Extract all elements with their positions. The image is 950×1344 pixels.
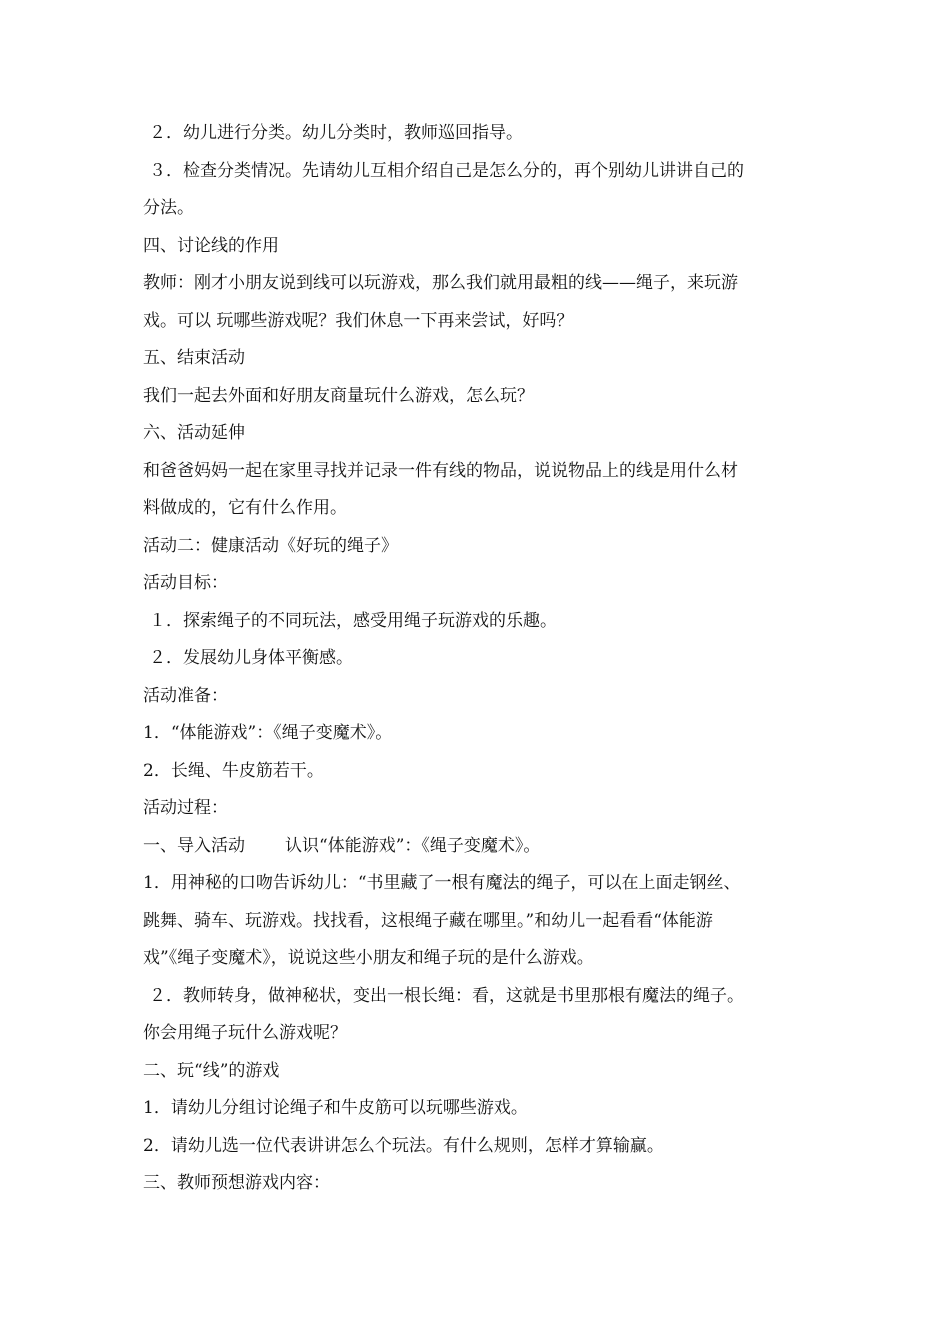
activity-title: 活动二：健康活动《好玩的绳子》 bbox=[143, 535, 398, 556]
preparation-heading: 活动准备： bbox=[143, 685, 228, 706]
section-heading-4: 四、讨论线的作用 bbox=[143, 235, 279, 256]
process-step-1-subtitle: 认识“体能游戏”：《绳子变魔术》。 bbox=[285, 835, 541, 856]
text-line-11: 料做成的，它有什么作用。 bbox=[143, 498, 347, 518]
preparation-item-2: 2．长绳、牛皮筋若干。 bbox=[143, 760, 324, 781]
text-line-6: 戏。可以 玩哪些游戏呢？我们休息一下再来尝试，好吗？ bbox=[143, 310, 574, 331]
process-step-1-heading bbox=[143, 828, 813, 866]
text-line-10: 和爸爸妈妈一起在家里寻找并记录一件有线的物品，说说物品上的线是用什么材 bbox=[143, 460, 738, 481]
text-line-5: 教师：刚才小朋友说到线可以玩游戏，那么我们就用最粗的线——绳子，来玩游 bbox=[143, 273, 738, 293]
text-line-8: 我们一起去外面和好朋友商量玩什么游戏，怎么玩？ bbox=[143, 385, 534, 406]
process-heading: 活动过程： bbox=[143, 798, 228, 818]
section-heading-6: 六、活动延伸 bbox=[143, 423, 245, 443]
text-line-29: 2．请幼儿选一位代表讲讲怎么个玩法。有什么规则，怎样才算输赢。 bbox=[143, 1135, 664, 1156]
goals-heading: 活动目标： bbox=[143, 573, 228, 593]
process-step-3-heading: 三、教师预想游戏内容： bbox=[143, 1173, 330, 1193]
text-line-25: ２．教师转身，做神秘状，变出一根长绳：看，这就是书里那根有魔法的绳子。 bbox=[149, 985, 744, 1006]
text-line-23: 跳舞、骑车、玩游戏。找找看，这根绳子藏在哪里。”和幼儿一起看看“体能游 bbox=[143, 910, 713, 931]
document-page bbox=[143, 115, 813, 1203]
goal-item-2: ２．发展幼儿身体平衡感。 bbox=[149, 648, 353, 668]
text-line-2: ３．检查分类情况。先请幼儿互相介绍自己是怎么分的，再个别幼儿讲讲自己的 bbox=[149, 160, 744, 181]
text-line-3: 分法。 bbox=[143, 198, 194, 218]
text-line-1: ２．幼儿进行分类。幼儿分类时，教师巡回指导。 bbox=[149, 123, 523, 143]
text-line-24: 戏”《绳子变魔术》，说说这些小朋友和绳子玩的是什么游戏。 bbox=[143, 948, 594, 968]
goal-item-1: １．探索绳子的不同玩法，感受用绳子玩游戏的乐趣。 bbox=[149, 610, 557, 631]
text-line-22: 1．用神秘的口吻告诉幼儿：“书里藏了一根有魔法的绳子，可以在上面走钢丝、 bbox=[143, 873, 741, 893]
text-line-28: 1．请幼儿分组讨论绳子和牛皮筋可以玩哪些游戏。 bbox=[143, 1098, 528, 1118]
section-heading-5: 五、结束活动 bbox=[143, 348, 245, 368]
preparation-item-1: 1．“体能游戏”：《绳子变魔术》。 bbox=[143, 723, 393, 743]
process-step-2-heading: 二、玩“线”的游戏 bbox=[143, 1060, 280, 1081]
process-step-1-title: 一、导入活动 bbox=[143, 835, 245, 856]
text-line-26: 你会用绳子玩什么游戏呢？ bbox=[143, 1023, 347, 1043]
